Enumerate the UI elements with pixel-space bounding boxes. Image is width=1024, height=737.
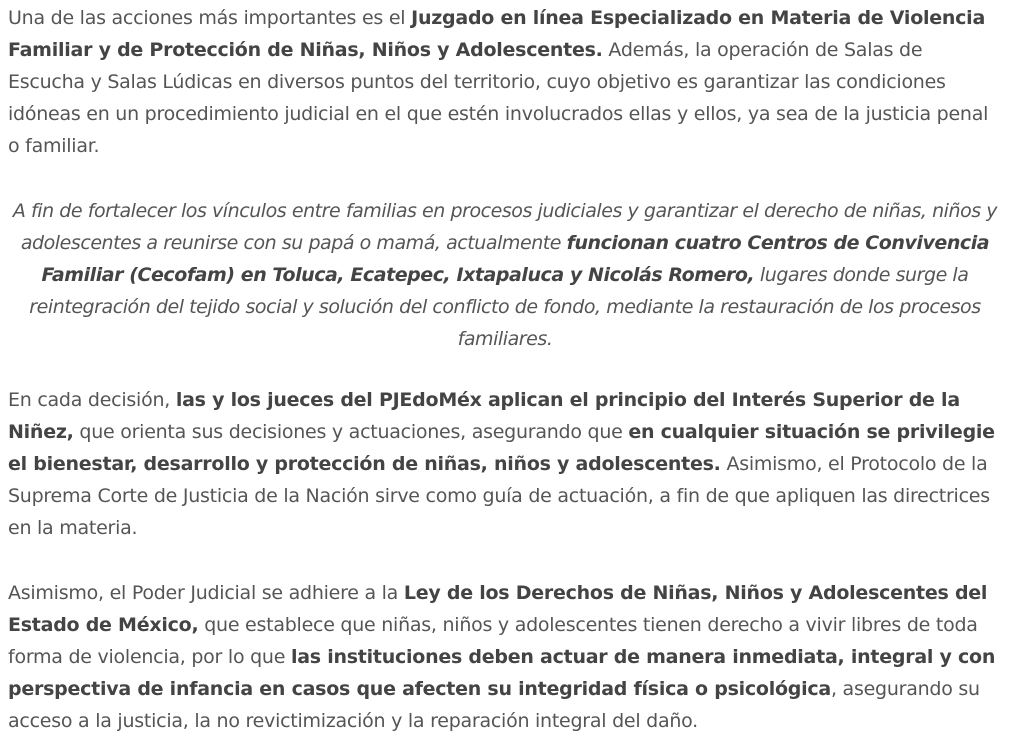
bold-emphasis: Ley de los Derechos de Niñas, Niños y Adolescentes del Estado de México, bbox=[8, 582, 988, 636]
paragraph-text: Además, la operación de Salas de Escucha y Salas Lúdicas en diversos puntos del territorio, cuyo objetivo es garantizar las condiciones idóneas en un procedimiento judicial en el que estén involucrados ellas y ellos, ya sea de la justicia penal o familiar. bbox=[8, 39, 989, 157]
paragraph-text: Asimismo, el Protocolo de la Suprema Corte de Justicia de la Nación sirve como guía de actuación, a fin de que apliquen las directrices en la materia. bbox=[8, 453, 990, 539]
quote-text: A fin de fortalecer los vínculos entre familias en procesos judiciales y garantizar el derecho de niñas, niños y adolescentes a reunirse con su papá o mamá, actualmente bbox=[12, 200, 998, 254]
bold-emphasis: las instituciones deben actuar de manera inmediata, integral y con perspectiva de infancia en casos que afecten su integridad física o psicológica bbox=[8, 646, 996, 700]
bold-emphasis: en cualquier situación se privilegie el bienestar, desarrollo y protección de niñas, niños y adolescentes. bbox=[8, 421, 995, 475]
paragraph-text: Una de las acciones más importantes es el bbox=[8, 7, 412, 29]
paragraph-juzgado bbox=[8, 2, 1002, 162]
bold-emphasis: Juzgado en línea Especializado en Materia de Violencia Familiar y de Protección de Niñas, Niños y Adolescentes. bbox=[8, 7, 986, 61]
paragraph-text: Asimismo, el Poder Judicial se adhiere a la bbox=[8, 582, 404, 604]
paragraph-interes-superior bbox=[8, 384, 1002, 544]
bold-emphasis: las y los jueces del PJEdoMéx aplican el principio del Interés Superior de la Niñez, bbox=[8, 389, 960, 443]
paragraph-text: , asegurando su acceso a la justicia, la no revictimización y la reparación integral del daño. bbox=[8, 678, 980, 732]
paragraph-text: que orienta sus decisiones y actuaciones, asegurando que bbox=[73, 421, 629, 443]
paragraph-text: que establece que niñas, niños y adolescentes tienen derecho a vivir libres de toda forma de violencia, por lo que bbox=[8, 614, 978, 668]
quote-cecofam bbox=[8, 195, 1002, 355]
paragraph-text: En cada decisión, bbox=[8, 389, 176, 411]
quote-text: lugares donde surge la reintegración del tejido social y solución del conflicto de fondo, mediante la restauración de los procesos familiares. bbox=[29, 264, 981, 350]
paragraph-ley-derechos bbox=[8, 577, 1002, 737]
bold-emphasis: funcionan cuatro Centros de Convivencia Familiar (Cecofam) en Toluca, Ecatepec, Ixtapaluca y Nicolás Romero, bbox=[41, 232, 990, 286]
